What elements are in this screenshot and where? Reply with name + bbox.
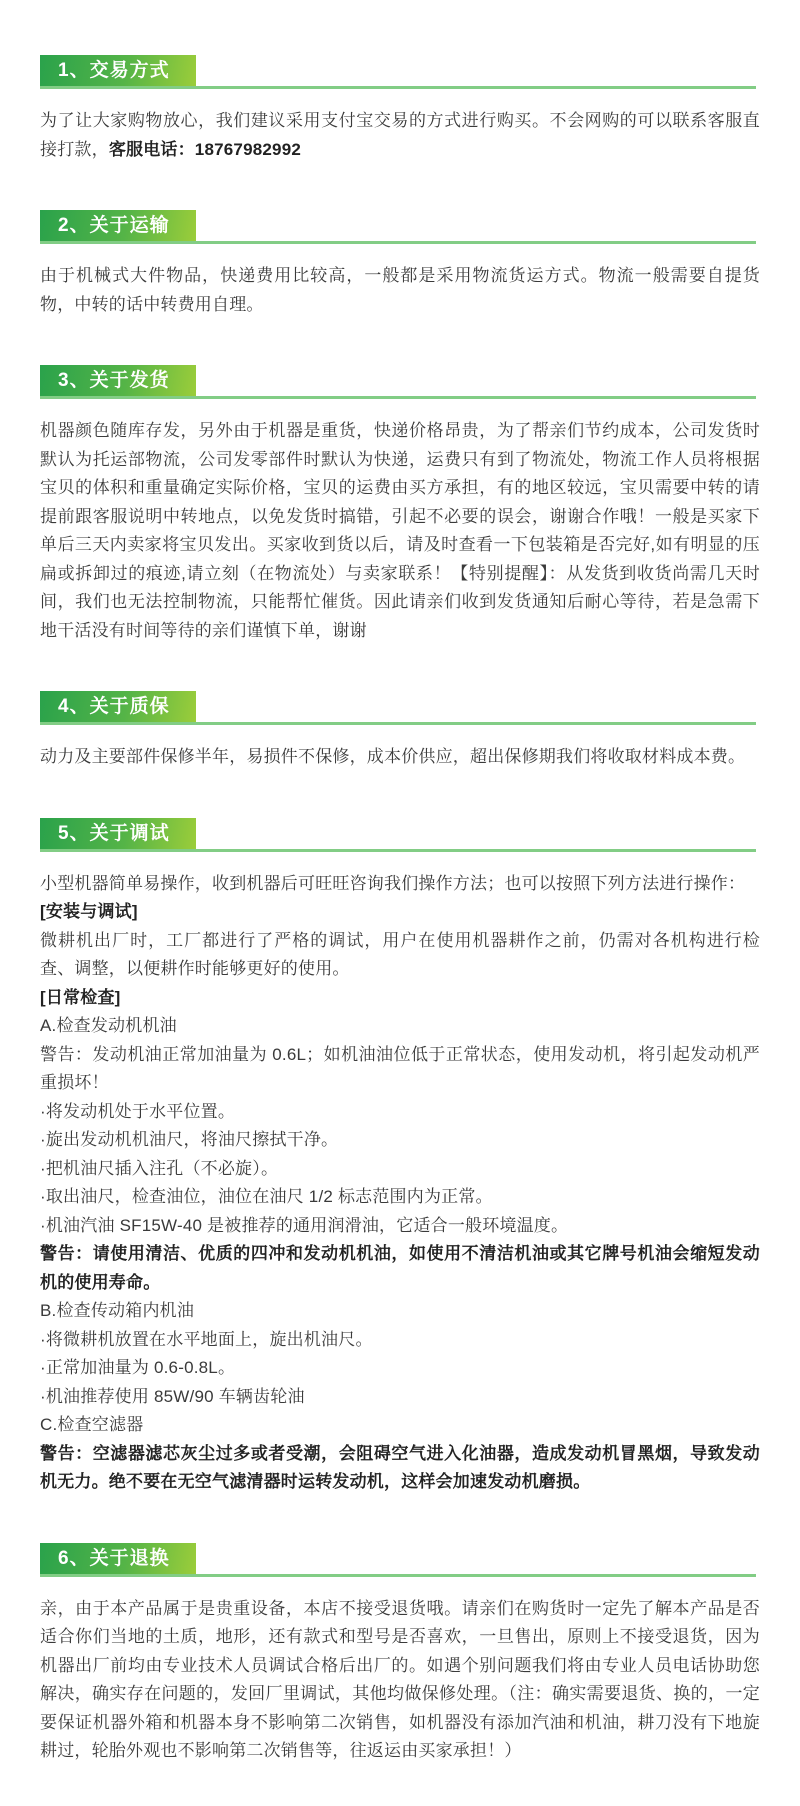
section-title-badge: 3、关于发货 — [40, 365, 196, 396]
section-header — [40, 1543, 756, 1577]
text-run: A.检查发动机机油 — [40, 1016, 177, 1035]
paragraph — [40, 870, 760, 899]
paragraph — [40, 1155, 760, 1184]
section-header — [40, 691, 756, 725]
text-run: 亲，由于本产品属于是贵重设备，本店不接受退货哦。请亲们在购货时一定先了解本产品是否适合你们当地的土质，地形，还有款式和型号是否喜欢，一旦售出，原则上不接受退货，因为机器出厂前均由专业技术人员调试合格后出厂的。如遇个别问题我们将由专业人员电话协助您解决，确实存在问题的，发回厂里调试，其他均做保修处理。（注：确实需要退货、换的，一定要保证机器外箱和机器本身不影响第二次销售，如机器没有添加汽油和机油，耕刀没有下地旋耕过，轮胎外观也不影响第二次销售等，往返运由买家承担！） — [40, 1598, 760, 1760]
section-header — [40, 365, 756, 399]
text-run: C.检查空滤器 — [40, 1415, 144, 1434]
text-run: ·把机油尺插入注孔（不必旋）。 — [40, 1158, 279, 1178]
section-title-badge: 2、关于运输 — [40, 210, 196, 241]
text-run: 警告：发动机油正常加油量为 0.6L；如机油油位低于正常状态，使用发动机，将引起发动机严重损坏！ — [40, 1044, 760, 1092]
section-header — [40, 818, 756, 852]
text-run-bold: 客服电话：18767982992 — [108, 139, 302, 159]
paragraph — [40, 1440, 760, 1497]
paragraph — [40, 984, 760, 1013]
text-run-bold: [日常检查] — [40, 987, 121, 1007]
paragraph — [40, 1012, 760, 1041]
text-run: B.检查传动箱内机油 — [40, 1301, 195, 1320]
text-run-bold: 警告：空滤器滤芯灰尘过多或者受潮，会阻碍空气进入化油器，造成发动机冒黑烟，导致发动机无力。绝不要在无空气滤清器时运转发动机，这样会加速发动机磨损。 — [40, 1443, 760, 1491]
section-header — [40, 55, 756, 89]
paragraph — [40, 1183, 760, 1212]
sections-container — [40, 55, 760, 1766]
paragraph — [40, 1326, 760, 1355]
info-section-4 — [40, 691, 760, 772]
text-run: ·机油推荐使用 85W/90 车辆齿轮油 — [40, 1386, 305, 1406]
info-section-2 — [40, 210, 760, 319]
text-run: 由于机械式大件物品，快递费用比较高，一般都是采用物流货运方式。物流一般需要自提货物，中转的话中转费用自理。 — [40, 266, 760, 314]
paragraph — [40, 743, 760, 772]
paragraph — [40, 1212, 760, 1241]
paragraph — [40, 927, 760, 984]
section-title-badge: 6、关于退换 — [40, 1543, 196, 1574]
text-run: ·正常加油量为 0.6-0.8L。 — [40, 1358, 236, 1377]
text-run: ·取出油尺，检查油位，油位在油尺 1/2 标志范围内为正常。 — [40, 1187, 493, 1206]
section-header — [40, 210, 756, 244]
text-run: 为了让大家购物放心，我们建议采用支付宝交易的方式进行购买。不会网购的可以联系客服直接打款， — [40, 111, 760, 159]
paragraph — [40, 107, 760, 164]
paragraph — [40, 1297, 760, 1326]
paragraph — [40, 1595, 760, 1766]
text-run: 微耕机出厂时，工厂都进行了严格的调试，用户在使用机器耕作之前，仍需对各机构进行检查、调整，以便耕作时能够更好的使用。 — [40, 930, 760, 978]
paragraph — [40, 1411, 760, 1440]
text-run: 动力及主要部件保修半年，易损件不保修，成本价供应，超出保修期我们将收取材料成本费。 — [40, 747, 746, 766]
info-section-1 — [40, 55, 760, 164]
paragraph — [40, 1041, 760, 1098]
text-run-bold: 警告：请使用清洁、优质的四冲和发动机机油，如使用不清洁机油或其它牌号机油会缩短发动机的使用寿命。 — [40, 1244, 760, 1292]
paragraph — [40, 1240, 760, 1297]
text-run: ·将发动机处于水平位置。 — [40, 1101, 236, 1121]
info-section-5 — [40, 818, 760, 1497]
paragraph — [40, 1383, 760, 1412]
paragraph — [40, 1354, 760, 1383]
paragraph — [40, 1098, 760, 1127]
paragraph — [40, 417, 760, 645]
paragraph — [40, 1126, 760, 1155]
text-run: ·将微耕机放置在水平地面上，旋出机油尺。 — [40, 1329, 373, 1349]
info-section-3 — [40, 365, 760, 645]
text-run: 机器颜色随库存发，另外由于机器是重货，快递价格昂贵，为了帮亲们节约成本，公司发货时默认为托运部物流，公司发零部件时默认为快递，运费只有到了物流处，物流工作人员将根据宝贝的体积和重量确定实际价格，宝贝的运费由买方承担，有的地区较远，宝贝需要中转的请提前跟客服说明中转地点，以免发货时搞错，引起不必要的误会，谢谢合作哦！一般是买家下单后三天内卖家将宝贝发出。买家收到货以后，请及时查看一下包装箱是否完好,如有明显的压扁或拆卸过的痕迹,请立刻（在物流处）与卖家联系！【特别提醒】：从发货到收货尚需几天时间，我们也无法控制物流，只能帮忙催货。因此请亲们收到发货通知后耐心等待，若是急需下地干活没有时间等待的亲们谨慎下单，谢谢 — [40, 421, 760, 640]
text-run: 小型机器简单易操作，收到机器后可旺旺咨询我们操作方法；也可以按照下列方法进行操作： — [40, 873, 746, 893]
text-run: ·旋出发动机机油尺，将油尺擦拭干净。 — [40, 1130, 339, 1149]
text-run: ·机油汽油 SF15W-40 是被推荐的通用润滑油，它适合一般环境温度。 — [40, 1215, 569, 1235]
section-title-badge: 4、关于质保 — [40, 691, 196, 722]
text-run-bold: [安装与调试] — [40, 902, 138, 921]
paragraph — [40, 898, 760, 927]
section-title-badge: 5、关于调试 — [40, 818, 196, 849]
paragraph — [40, 262, 760, 319]
section-title-badge: 1、交易方式 — [40, 55, 196, 86]
info-section-6 — [40, 1543, 760, 1766]
